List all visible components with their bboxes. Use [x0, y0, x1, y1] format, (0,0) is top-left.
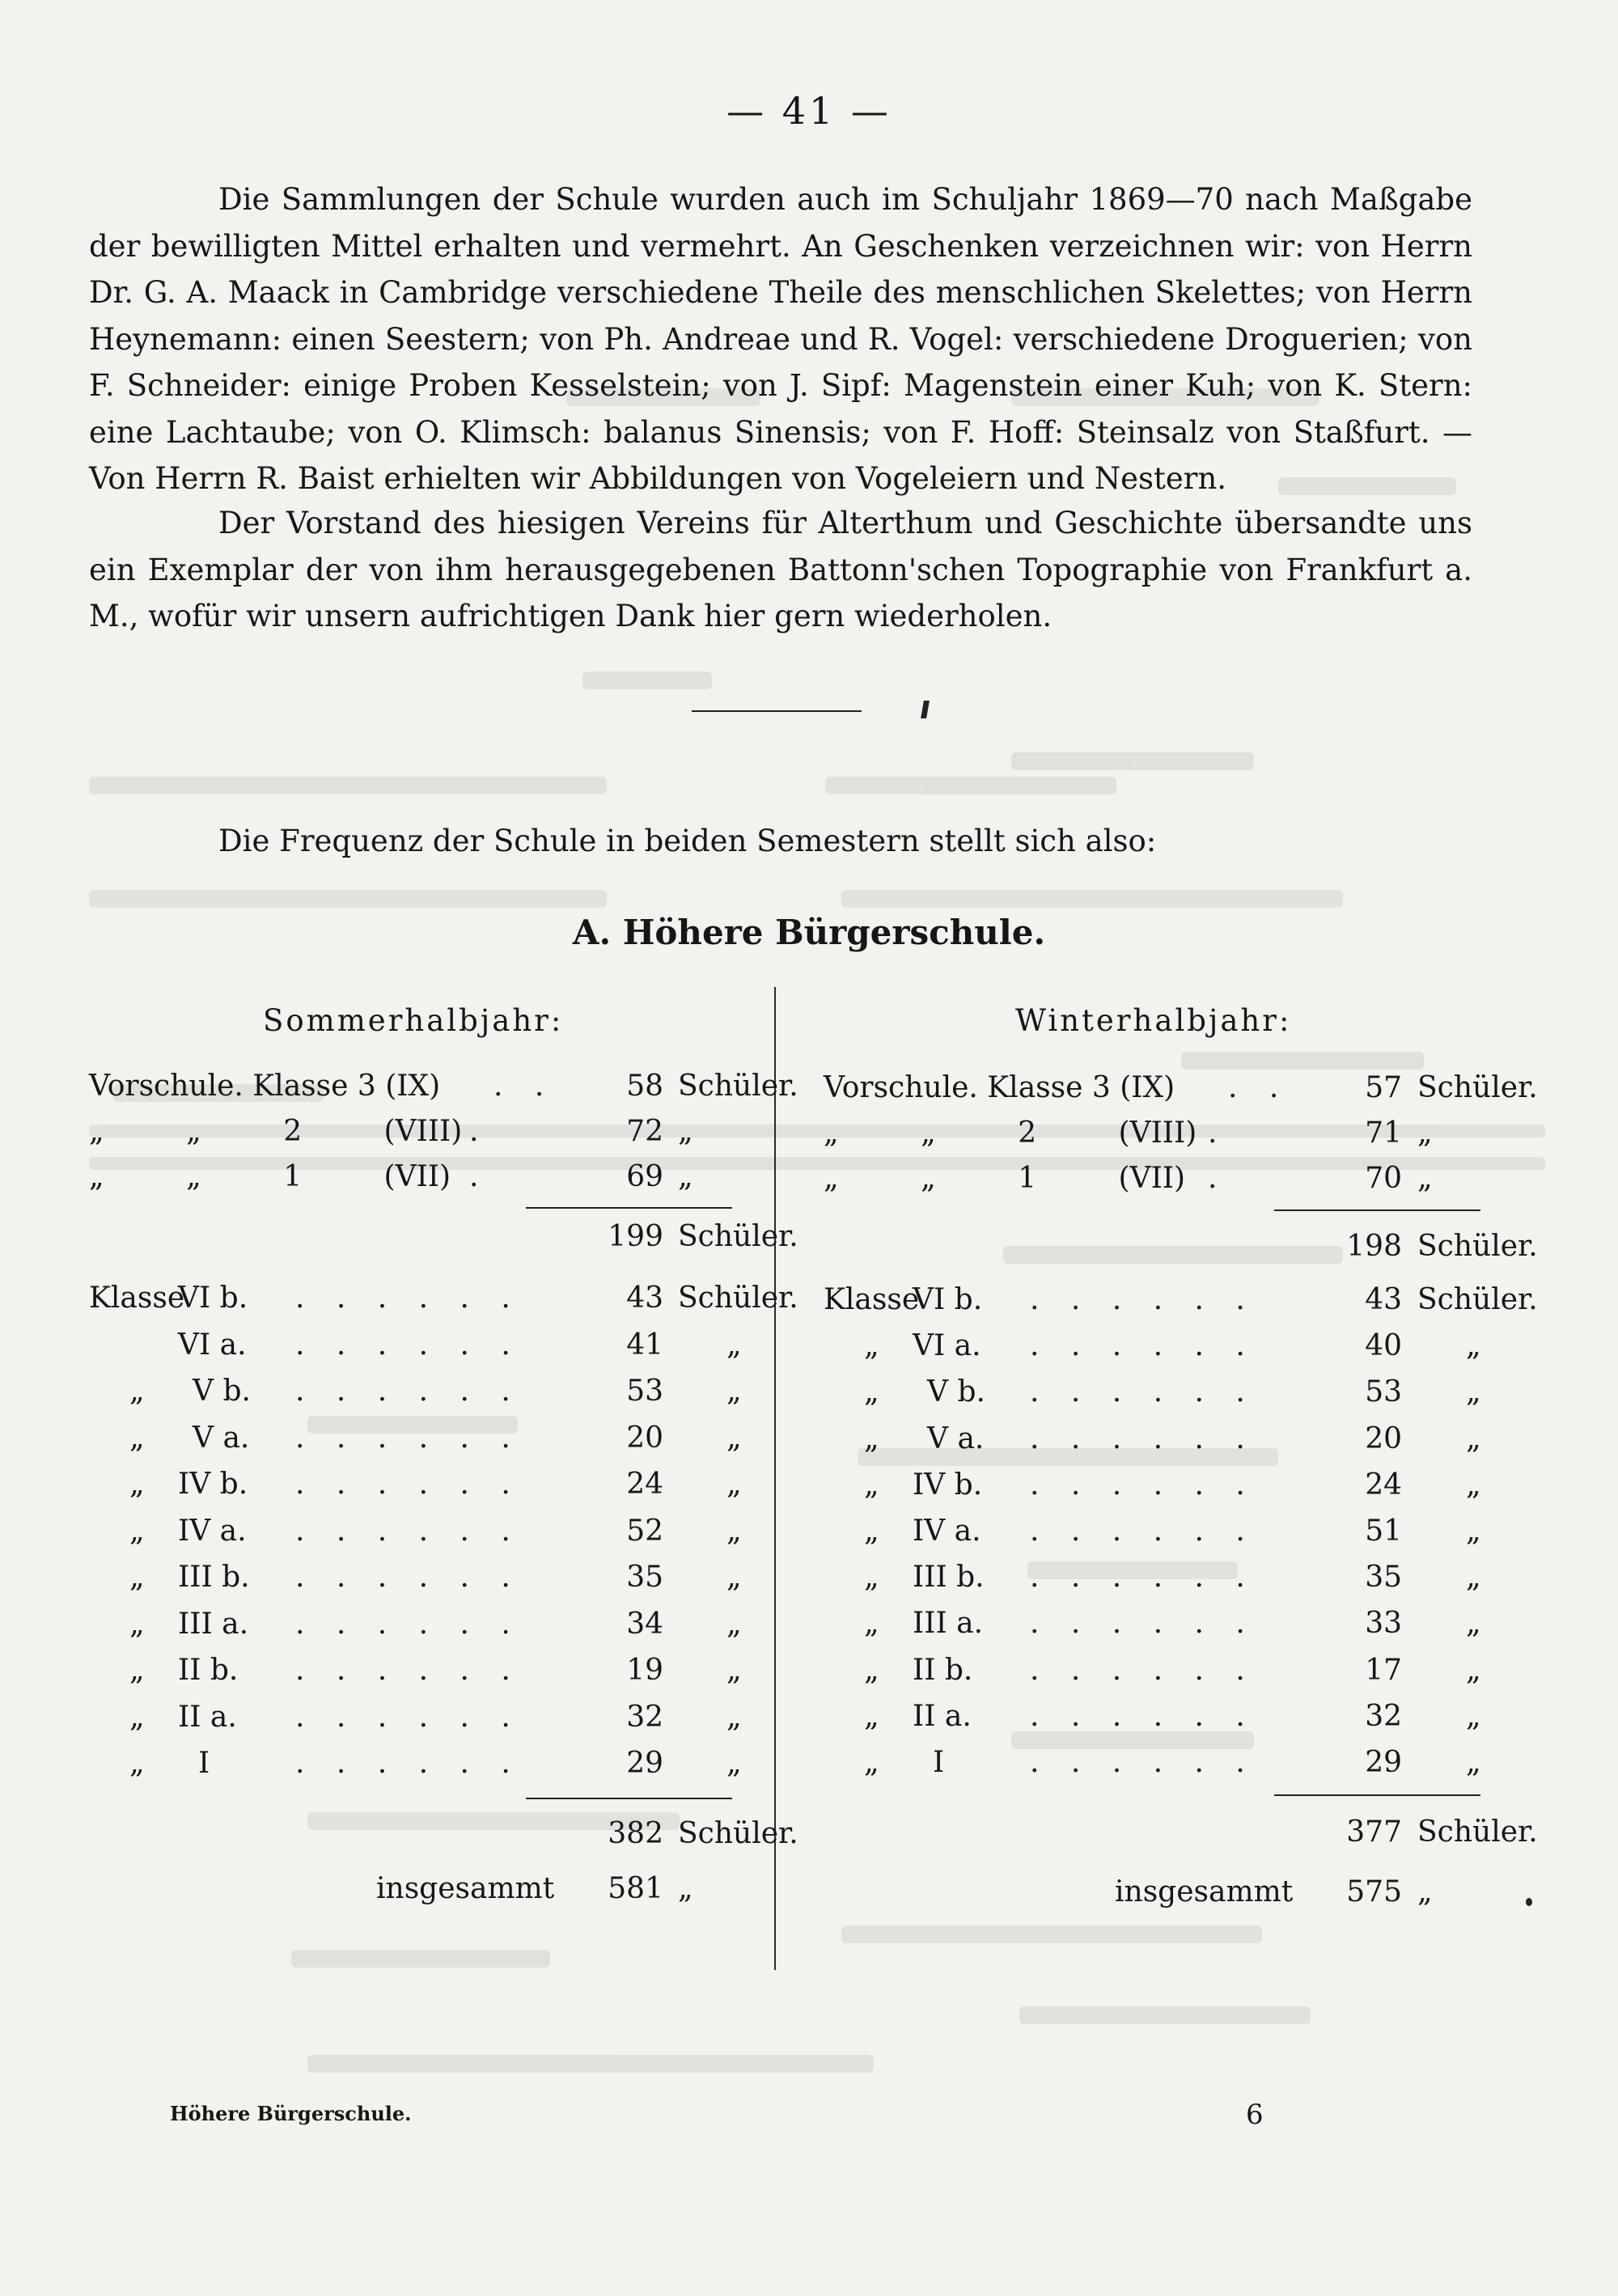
summer-vorschule-unit: Schüler.	[678, 1070, 798, 1103]
summer-klasse-dots: . . . . . .	[295, 1700, 522, 1734]
summer-vorschule-label: Vorschule. Klasse 3 (IX)	[89, 1070, 441, 1103]
summer-klasse-unit: „	[726, 1607, 742, 1641]
winter-klasse-value: 40	[1365, 1329, 1402, 1363]
summer-klasse-label: III b.	[178, 1561, 250, 1594]
winter-klasse-prefix: „	[864, 1421, 879, 1455]
winter-vorschule-value: 71	[1365, 1116, 1402, 1150]
winter-klasse-dots: . . . . . .	[1030, 1375, 1256, 1409]
summer-grand-total-label: insgesammt	[376, 1872, 555, 1905]
winter-klasse-unit: „	[1466, 1468, 1481, 1502]
summer-klasse-label: III a.	[178, 1607, 249, 1641]
paragraph-donation	[89, 500, 1472, 640]
summer-klasse-label: II a.	[178, 1700, 237, 1734]
winter-klasse-prefix: „	[864, 1607, 879, 1641]
section-divider	[692, 710, 862, 712]
summer-vorschule-dots: .	[469, 1160, 490, 1193]
winter-klasse-prefix: „	[864, 1746, 879, 1779]
winter-klasse-label: VI b.	[913, 1283, 983, 1316]
footer-signature: Höhere Bürgerschule.	[170, 2102, 412, 2125]
summer-klasse-label: VI a.	[178, 1328, 247, 1362]
winter-klasse-prefix: „	[864, 1514, 879, 1548]
winter-klassen-total-unit: Schüler.	[1417, 1815, 1538, 1849]
summer-vorschule-label: „ „ 1 (VII)	[89, 1160, 451, 1193]
winter-klasse-unit: „	[1466, 1421, 1481, 1455]
summer-title: Sommerhalbjahr:	[263, 1003, 564, 1038]
summer-klasse-dots: . . . . . .	[295, 1328, 522, 1362]
winter-klasse-dots: . . . . . .	[1030, 1468, 1256, 1502]
winter-klasse-value: 17	[1365, 1653, 1402, 1687]
winter-klasse-prefix: Klasse	[824, 1283, 920, 1316]
summer-klasse-dots: . . . . . .	[295, 1747, 522, 1780]
winter-klasse-dots: . . . . . .	[1030, 1607, 1256, 1641]
winter-klasse-dots: . . . . . .	[1030, 1421, 1256, 1455]
winter-klasse-unit: „	[1466, 1699, 1481, 1733]
winter-klasse-label: VI a.	[913, 1329, 981, 1363]
winter-klasse-unit: „	[1466, 1607, 1481, 1641]
winter-vorschule-label: „ „ 2 (VIII)	[824, 1116, 1197, 1150]
paragraph-collections	[89, 176, 1472, 502]
winter-vorschule-dots: .	[1208, 1116, 1229, 1150]
summer-grand-total-unit: „	[678, 1872, 693, 1905]
winter-klasse-prefix: „	[864, 1561, 879, 1595]
winter-klasse-prefix: „	[864, 1699, 879, 1733]
summer-vorschule-value: 69	[626, 1160, 663, 1193]
winter-klasse-value: 43	[1365, 1283, 1402, 1316]
winter-klasse-label: I	[933, 1746, 945, 1779]
winter-klasse-value: 33	[1365, 1607, 1402, 1641]
summer-klasse-value: 41	[626, 1328, 663, 1362]
winter-klasse-unit: „	[1466, 1653, 1481, 1687]
summer-klasse-value: 20	[626, 1421, 663, 1455]
summer-klasse-value: 24	[626, 1468, 663, 1501]
winter-vorschule-dots: . .	[1228, 1071, 1290, 1104]
summer-vorschule-dots: .	[469, 1115, 490, 1148]
summer-klasse-prefix: „	[129, 1421, 145, 1455]
winter-klasse-value: 32	[1365, 1699, 1402, 1733]
summer-klasse-unit: „	[726, 1468, 742, 1501]
summer-klasse-dots: . . . . . .	[295, 1468, 522, 1501]
winter-klasse-unit: „	[1466, 1375, 1481, 1409]
summer-klasse-dots: . . . . . .	[295, 1514, 522, 1548]
summer-klasse-prefix: „	[129, 1561, 145, 1594]
paragraph-donation-text: Der Vorstand des hiesigen Vereins für Alterthum und Geschichte übersandte uns ein Exemplar der von ihm herausgegebenen Battonn'schen Topographie von Frankfurt a. M., wofür wir unsern aufrichtigen Dank hier gern wiederholen.	[89, 506, 1472, 633]
winter-klasse-value: 24	[1365, 1468, 1402, 1502]
summer-klasse-dots: . . . . . .	[295, 1561, 522, 1594]
winter-grand-total-unit: „	[1417, 1875, 1433, 1908]
summer-klassen-total-value: 382	[608, 1817, 663, 1850]
summer-klasse-prefix: „	[129, 1607, 145, 1641]
summer-klasse-prefix: Klasse	[89, 1281, 185, 1315]
summer-klasse-prefix: „	[129, 1654, 145, 1687]
winter-klasse-unit: Schüler.	[1417, 1283, 1538, 1316]
winter-vorschule-dots: .	[1208, 1162, 1229, 1195]
winter-vorschule-sum-line	[1274, 1209, 1480, 1211]
summer-klasse-value: 53	[626, 1375, 663, 1408]
summer-klasse-unit: „	[726, 1328, 742, 1362]
summer-klasse-value: 29	[626, 1747, 663, 1780]
winter-klasse-prefix: „	[864, 1653, 879, 1687]
winter-klasse-unit: „	[1466, 1514, 1481, 1548]
summer-grand-total-value: 581	[608, 1872, 663, 1905]
summer-vorschule-total-value: 199	[608, 1220, 663, 1253]
summer-klasse-unit: „	[726, 1700, 742, 1734]
summer-klasse-unit: „	[726, 1514, 742, 1548]
winter-klasse-value: 29	[1365, 1746, 1402, 1779]
winter-klasse-unit: „	[1466, 1329, 1481, 1363]
summer-klasse-value: 32	[626, 1700, 663, 1734]
winter-klasse-label: II b.	[913, 1653, 973, 1687]
summer-klasse-unit: „	[726, 1654, 742, 1687]
summer-klasse-label: IV a.	[178, 1514, 247, 1548]
summer-klassen-total-unit: Schüler.	[678, 1817, 798, 1850]
winter-vorschule-total-value: 198	[1346, 1230, 1402, 1263]
footer-sheet-number: 6	[1246, 2099, 1264, 2131]
summer-klasse-label: V a.	[193, 1421, 250, 1455]
summer-klassen-sum-line	[526, 1798, 732, 1799]
summer-klasse-unit: „	[726, 1375, 742, 1408]
winter-klasse-label: V b.	[927, 1375, 985, 1409]
winter-vorschule-unit: „	[1417, 1116, 1433, 1150]
frequency-intro: Die Frequenz der Schule in beiden Semestern stellt sich also:	[218, 824, 1157, 858]
summer-klasse-dots: . . . . . .	[295, 1654, 522, 1687]
winter-klasse-value: 35	[1365, 1561, 1402, 1595]
summer-klasse-label: II b.	[178, 1654, 239, 1687]
winter-klasse-dots: . . . . . .	[1030, 1329, 1256, 1363]
winter-klassen-total-value: 377	[1346, 1815, 1402, 1849]
winter-klassen-sum-line	[1274, 1794, 1480, 1796]
summer-klasse-unit: „	[726, 1421, 742, 1455]
winter-klasse-dots: . . . . . .	[1030, 1653, 1256, 1687]
summer-klasse-label: V b.	[193, 1375, 251, 1408]
winter-klasse-prefix: „	[864, 1375, 879, 1409]
summer-vorschule-total-unit: Schüler.	[678, 1220, 798, 1253]
summer-vorschule-dots: . .	[493, 1070, 556, 1103]
summer-klasse-label: VI b.	[178, 1281, 248, 1315]
winter-vorschule-label: „ „ 1 (VII)	[824, 1162, 1186, 1195]
winter-vorschule-value: 70	[1365, 1162, 1402, 1195]
summer-klasse-prefix: „	[129, 1514, 145, 1548]
winter-klasse-label: V a.	[927, 1421, 985, 1455]
summer-klasse-value: 19	[626, 1654, 663, 1687]
winter-title: Winterhalbjahr:	[1015, 1003, 1292, 1038]
summer-klasse-prefix: „	[129, 1375, 145, 1408]
winter-klasse-label: III a.	[913, 1607, 984, 1641]
paragraph-collections-text: Die Sammlungen der Schule wurden auch im Schuljahr 1869—70 nach Maßgabe der bewilligten Mittel erhalten und vermehrt. An Geschenken verzeichnen wir: von Herrn Dr. G. A. Maack in Cambridge verschiedene Theile des menschlichen Skelettes; von Herrn Heynemann: einen Seestern; von Ph. Andreae und R. Vogel: verschiedene Droguerien; von F. Schneider: einige Proben Kesselstein; von J. Sipf: Magenstein einer Kuh; von K. Stern: eine Lachtaube; von O. Klimsch: balanus Sinensis; von F. Hoff: Steinsalz von Staßfurt. — Von Herrn R. Baist erhielten wir Abbildungen von Vogeleiern und Nestern.	[89, 182, 1472, 496]
winter-klasse-prefix: „	[864, 1329, 879, 1363]
winter-klasse-dots: . . . . . .	[1030, 1699, 1256, 1733]
winter-vorschule-unit: Schüler.	[1417, 1071, 1538, 1104]
summer-klasse-dots: . . . . . .	[295, 1375, 522, 1408]
winter-vorschule-value: 57	[1365, 1071, 1402, 1104]
winter-klasse-label: IV a.	[913, 1514, 981, 1548]
winter-klasse-value: 51	[1365, 1514, 1402, 1548]
summer-vorschule-sum-line	[526, 1207, 732, 1209]
winter-grand-total-value: 575	[1346, 1875, 1402, 1908]
winter-klasse-value: 20	[1365, 1421, 1402, 1455]
summer-klasse-value: 52	[626, 1514, 663, 1548]
summer-vorschule-unit: „	[678, 1115, 693, 1148]
ink-dot	[1526, 1898, 1532, 1906]
winter-klasse-dots: . . . . . .	[1030, 1746, 1256, 1779]
winter-klasse-label: II a.	[913, 1699, 972, 1733]
summer-klasse-unit: Schüler.	[678, 1281, 798, 1315]
summer-klasse-prefix: „	[129, 1700, 145, 1734]
winter-vorschule-unit: „	[1417, 1162, 1433, 1195]
winter-klasse-dots: . . . . . .	[1030, 1561, 1256, 1595]
summer-vorschule-value: 72	[626, 1115, 663, 1148]
winter-vorschule-label: Vorschule. Klasse 3 (IX)	[824, 1071, 1175, 1104]
winter-klasse-label: III b.	[913, 1561, 985, 1595]
summer-vorschule-value: 58	[626, 1070, 663, 1103]
summer-klasse-dots: . . . . . .	[295, 1281, 522, 1315]
winter-klasse-value: 53	[1365, 1375, 1402, 1409]
summer-klasse-label: I	[198, 1747, 210, 1780]
summer-klasse-dots: . . . . . .	[295, 1607, 522, 1641]
summer-vorschule-unit: „	[678, 1160, 693, 1193]
winter-klasse-dots: . . . . . .	[1030, 1514, 1256, 1548]
section-title: A. Höhere Bürgerschule.	[572, 913, 1046, 952]
summer-klasse-dots: . . . . . .	[295, 1421, 522, 1455]
summer-klasse-value: 34	[626, 1607, 663, 1641]
summer-klasse-prefix: „	[129, 1747, 145, 1780]
winter-klasse-dots: . . . . . .	[1030, 1283, 1256, 1316]
winter-klasse-unit: „	[1466, 1561, 1481, 1595]
summer-klasse-unit: „	[726, 1747, 742, 1780]
summer-klasse-prefix: „	[129, 1468, 145, 1501]
page-number: — 41 —	[726, 89, 892, 133]
summer-klasse-value: 43	[626, 1281, 663, 1315]
winter-vorschule-total-unit: Schüler.	[1417, 1230, 1538, 1263]
summer-klasse-label: IV b.	[178, 1468, 248, 1501]
summer-klasse-unit: „	[726, 1561, 742, 1594]
ink-speck	[921, 701, 930, 718]
winter-klasse-unit: „	[1466, 1746, 1481, 1779]
summer-vorschule-label: „ „ 2 (VIII)	[89, 1115, 463, 1148]
winter-grand-total-label: insgesammt	[1115, 1875, 1294, 1908]
winter-klasse-label: IV b.	[913, 1468, 983, 1502]
summer-klasse-value: 35	[626, 1561, 663, 1594]
winter-klasse-prefix: „	[864, 1468, 879, 1502]
